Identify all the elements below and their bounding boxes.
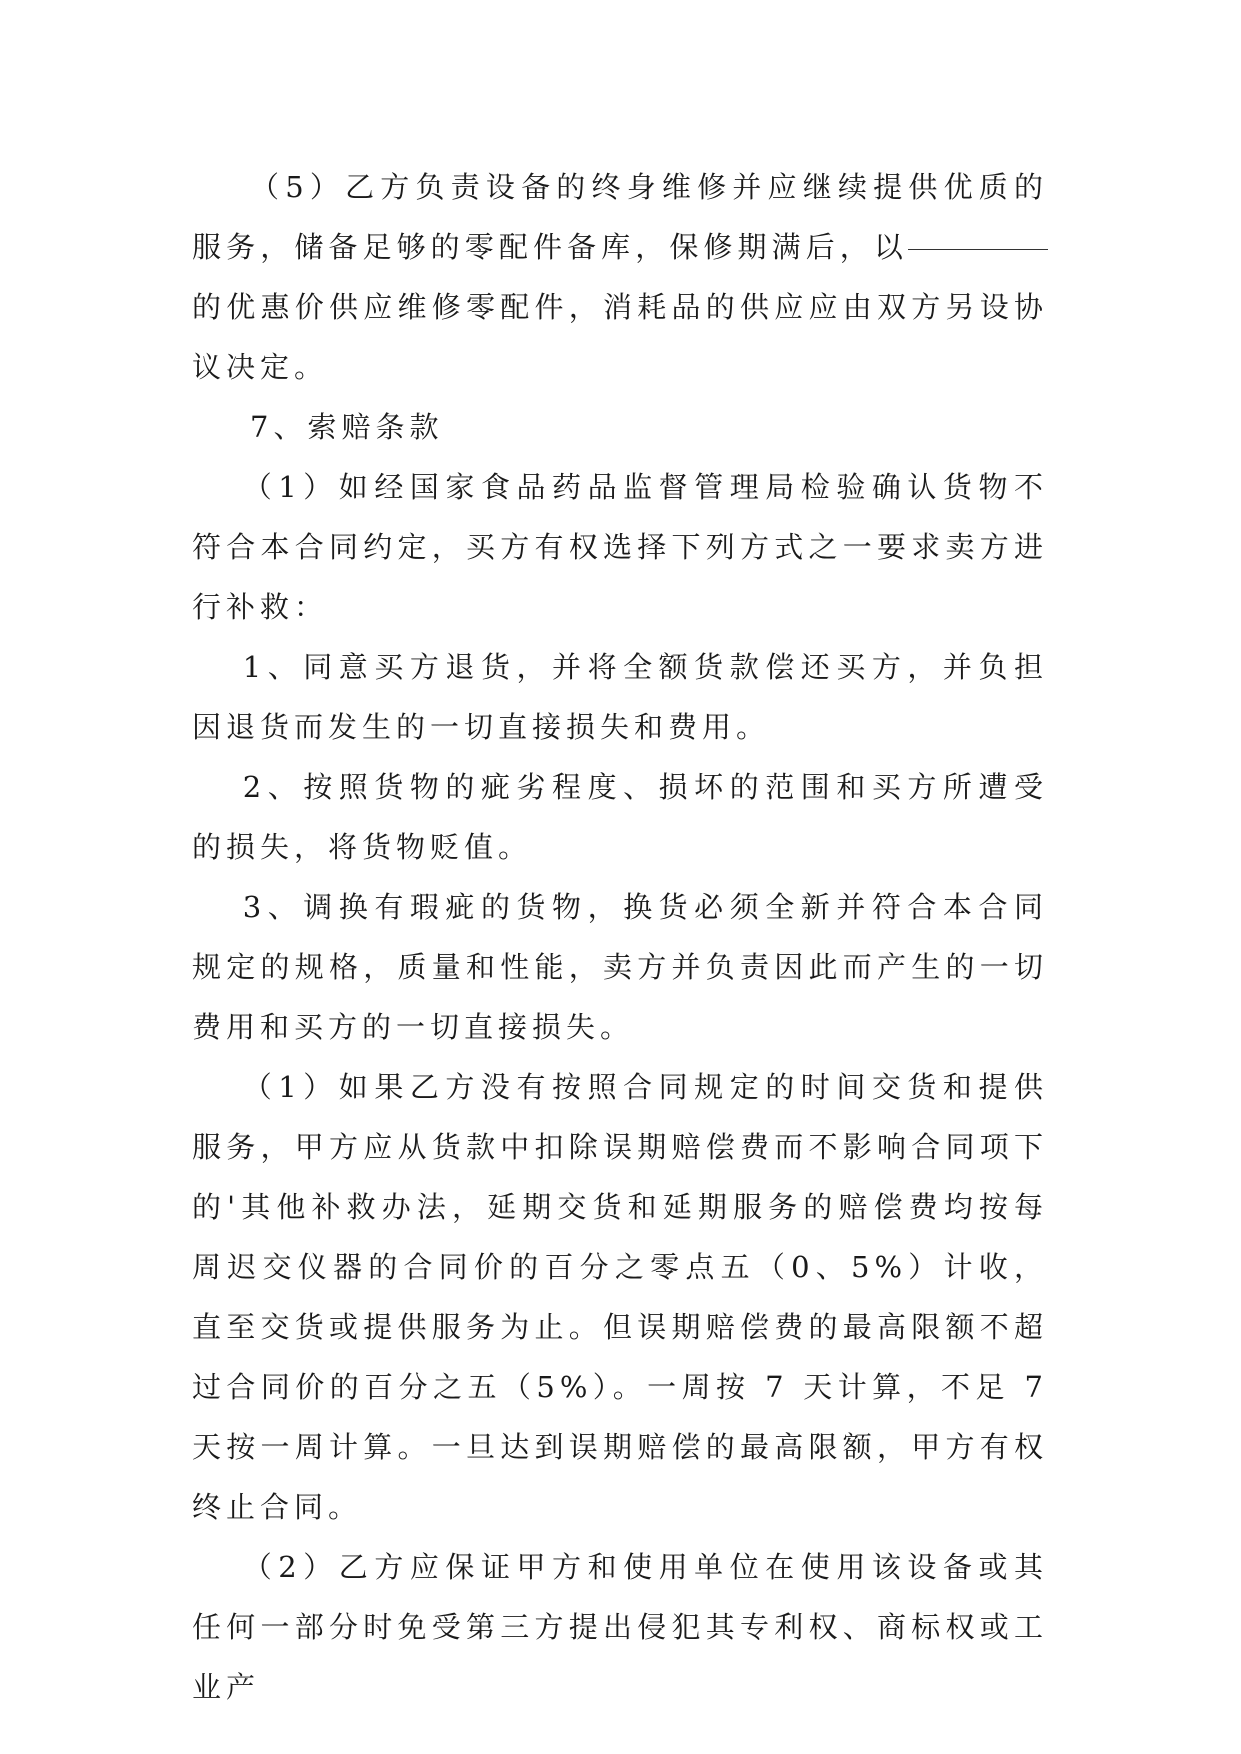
paragraph-delay-penalty: （1）如果乙方没有按照合同规定的时间交货和提供服务，甲方应从货款中扣除误期赔偿费而不影响合同项下的'其他补救办法，延期交货和延期服务的赔偿费均按每周迟交仪器的合同价的百分之零点五（0、5%）计收，直至交货或提供服务为止。但误期赔偿费的最高限额不超过合同价的百分之五（5%）。一周按 7 天计算，不足 7 天按一周计算。一旦达到误期赔偿的最高限额，甲方有权终止合同。	[192, 1070, 1048, 1524]
paragraph-maintenance	[192, 157, 1048, 397]
paragraph-ip-guarantee: （2）乙方应保证甲方和使用单位在使用该设备或其任何一部分时免受第三方提出侵犯其专利权、商标权或工业产	[192, 1550, 1048, 1704]
paragraph-claims-intro: （1）如经国家食品药品监督管理局检验确认货物不符合本合同约定，买方有权选择下列方式之一要求卖方进行补救：	[192, 470, 1048, 624]
fill-in-blank	[908, 248, 1048, 250]
paragraph-maintenance-text: （5）乙方负责设备的终身维修并应继续提供优质的服务，储备足够的零配件备库，保修期满后，以	[192, 170, 1048, 264]
section-heading-claims: 7、索赔条款	[250, 410, 444, 444]
list-item-replace: 3、调换有瑕疵的货物，换货必须全新并符合本合同规定的规格，质量和性能，卖方并负责因此而产生的一切费用和买方的一切直接损失。	[192, 890, 1048, 1044]
list-item-depreciate: 2、按照货物的疵劣程度、损坏的范围和买方所遭受的损失，将货物贬值。	[192, 770, 1048, 864]
paragraph-maintenance-tail: 的优惠价供应维修零配件，消耗品的供应应由双方另设协议决定。	[192, 290, 1048, 384]
list-item-return: 1、同意买方退货，并将全额货款偿还买方，并负担因退货而发生的一切直接损失和费用。	[192, 650, 1048, 744]
document-page	[192, 157, 1048, 1717]
